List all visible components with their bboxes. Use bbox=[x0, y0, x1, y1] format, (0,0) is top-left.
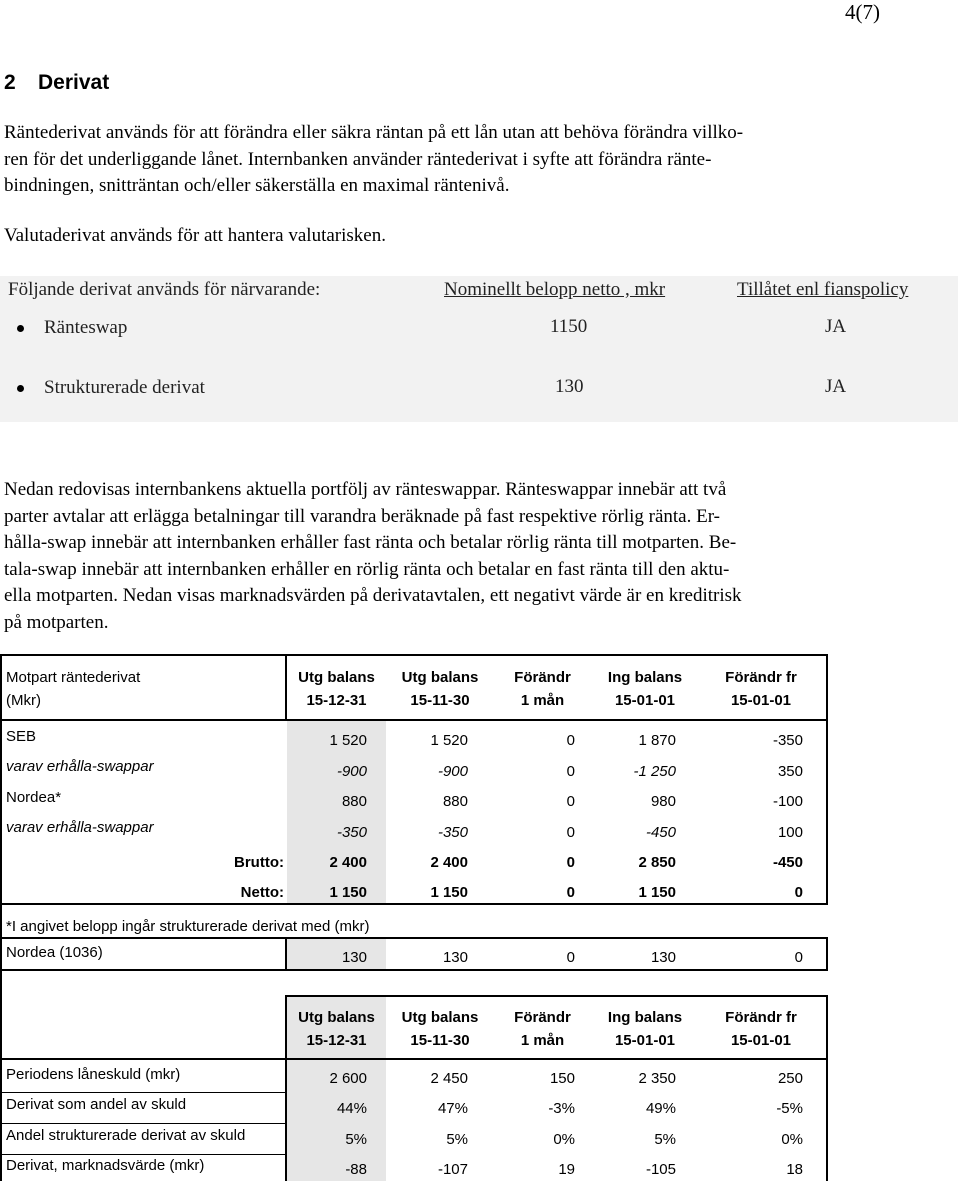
table-cell: 130 bbox=[341, 949, 367, 966]
currency-paragraph bbox=[4, 223, 954, 250]
table-header-label: Motpart räntederivat bbox=[6, 669, 141, 686]
table-border bbox=[285, 654, 287, 720]
column-header: 1 mån bbox=[520, 1032, 565, 1049]
nominal-amount-header: Nominellt belopp netto , mkr bbox=[444, 279, 666, 300]
total-cell: 2 850 bbox=[638, 854, 676, 871]
table-cell: 0 bbox=[566, 763, 575, 780]
column-header: Förändr bbox=[514, 1009, 571, 1026]
column-header: Utg balans bbox=[401, 669, 479, 686]
table-border bbox=[826, 937, 828, 971]
table-cell: -900 bbox=[336, 763, 367, 780]
swap-paragraph bbox=[4, 477, 954, 636]
table-cell: 0% bbox=[553, 1131, 575, 1148]
table-cell: 0 bbox=[566, 793, 575, 810]
table-cell: 5% bbox=[446, 1131, 468, 1148]
table-border bbox=[0, 969, 2, 1181]
paragraph-line: på motparten. bbox=[4, 611, 109, 633]
total-label: Netto: bbox=[240, 884, 284, 901]
column-header: 15-01-01 bbox=[730, 692, 792, 709]
table-cell: 130 bbox=[650, 949, 676, 966]
intro-paragraph bbox=[4, 120, 954, 200]
total-cell: 1 150 bbox=[638, 884, 676, 901]
column-header: Utg balans bbox=[298, 1009, 375, 1026]
table-border bbox=[0, 719, 828, 721]
table-cell: 47% bbox=[437, 1100, 468, 1117]
paragraph-line: bindningen, snitträntan och/eller säkerställa en maximal räntenivå. bbox=[4, 175, 510, 196]
section-number: 2 bbox=[4, 71, 16, 94]
table-footnote: *I angivet belopp ingår strukturerade derivat med (mkr) bbox=[6, 918, 370, 935]
table-border bbox=[826, 995, 828, 1181]
paragraph-line: Valutaderivat används för att hantera valutarisken. bbox=[4, 225, 386, 246]
table-cell: -100 bbox=[772, 793, 803, 810]
derivative-name: Strukturerade derivat bbox=[44, 377, 205, 398]
row-label: Nordea (1036) bbox=[6, 944, 103, 961]
row-label: SEB bbox=[6, 728, 37, 745]
table-cell: 100 bbox=[777, 824, 803, 841]
table-cell: 1 520 bbox=[430, 732, 468, 749]
table-border bbox=[0, 1058, 828, 1060]
table-cell: -350 bbox=[772, 732, 803, 749]
row-divider bbox=[0, 1154, 286, 1155]
table-cell: 2 350 bbox=[638, 1070, 676, 1087]
table-cell: 0 bbox=[566, 949, 575, 966]
table-border bbox=[0, 654, 2, 971]
table-cell: 5% bbox=[345, 1131, 367, 1148]
column-header: Utg balans bbox=[401, 1009, 479, 1026]
column-header: 15-12-31 bbox=[306, 692, 367, 709]
table-cell: 44% bbox=[336, 1100, 367, 1117]
table-cell: -107 bbox=[437, 1161, 468, 1178]
column-header: Ing balans bbox=[607, 669, 683, 686]
table-cell: 0% bbox=[781, 1131, 803, 1148]
table-cell: 350 bbox=[777, 763, 803, 780]
row-label: Nordea* bbox=[6, 789, 62, 806]
table-cell: 0 bbox=[566, 824, 575, 841]
paragraph-line: tala-swap innebär att internbanken erhåller en rörlig ränta och betalar en fast ränta till den aktu- bbox=[4, 558, 730, 580]
table-border bbox=[0, 903, 828, 905]
column-header: Förändr fr bbox=[725, 669, 797, 686]
table-border bbox=[0, 969, 828, 971]
table-cell: 5% bbox=[654, 1131, 676, 1148]
total-cell: 1 150 bbox=[329, 884, 367, 901]
bullet-icon bbox=[17, 385, 24, 392]
table-cell: 250 bbox=[777, 1070, 803, 1087]
row-label: Andel strukturerade derivat av skuld bbox=[6, 1127, 246, 1144]
table-cell: 130 bbox=[442, 949, 468, 966]
derivatives-intro: Följande derivat används för närvarande: bbox=[8, 279, 321, 300]
table-cell: -350 bbox=[336, 824, 367, 841]
derivative-amount: 1150 bbox=[550, 316, 588, 337]
paragraph-line: hålla-swap innebär att internbanken erhåller fast ränta och betalar rörlig ränta till motparten. Be- bbox=[4, 532, 737, 553]
column-header: 1 mån bbox=[520, 692, 565, 709]
table-cell: 880 bbox=[341, 793, 367, 810]
table-cell: -5% bbox=[776, 1100, 803, 1117]
table-cell: 49% bbox=[645, 1100, 676, 1117]
column-header: 15-11-30 bbox=[410, 1032, 470, 1049]
total-cell: 1 150 bbox=[430, 884, 468, 901]
paragraph-line: Nedan redovisas internbankens aktuella portfölj av ränteswappar. Ränteswappar innebär att två bbox=[4, 479, 727, 500]
column-header: 15-11-30 bbox=[410, 692, 470, 709]
paragraph-line: ella motparten. Nedan visas marknadsvärden på derivatavtalen, ett negativt värde är en kreditrisk bbox=[4, 585, 742, 606]
derivatives-list-box bbox=[0, 276, 958, 422]
row-label: Derivat, marknadsvärde (mkr) bbox=[6, 1157, 205, 1174]
paragraph-line: parter avtalar att erlägga betalningar till varandra beräknade på fast respektive rörlig ränta. Er- bbox=[4, 505, 720, 527]
bullet-icon bbox=[17, 325, 24, 332]
table-cell: -88 bbox=[345, 1161, 367, 1178]
table-cell: 980 bbox=[650, 793, 676, 810]
paragraph-line: ren för det underliggande lånet. Internbanken använder räntederivat i syfte att förändra ränte- bbox=[4, 148, 712, 170]
page-number: 4(7) bbox=[845, 0, 880, 24]
column-header: 15-01-01 bbox=[614, 692, 676, 709]
column-header: 15-01-01 bbox=[614, 1032, 676, 1049]
table-cell: -350 bbox=[437, 824, 468, 841]
table-cell: 880 bbox=[442, 793, 468, 810]
paragraph-line: Räntederivat används för att förändra eller säkra räntan på ett lån utan att behöva förändra villko- bbox=[4, 122, 744, 143]
table-header-label: (Mkr) bbox=[6, 692, 41, 709]
row-divider bbox=[0, 1092, 286, 1093]
total-cell: 2 400 bbox=[430, 854, 468, 871]
table-cell: -450 bbox=[645, 824, 676, 841]
total-cell: -450 bbox=[772, 854, 803, 871]
total-cell: 2 400 bbox=[329, 854, 367, 871]
section-title: Derivat bbox=[38, 71, 110, 94]
policy-allowed-header: Tillåtet enl fianspolicy bbox=[737, 279, 909, 300]
row-label: varav erhålla-swappar bbox=[6, 758, 154, 775]
section-heading bbox=[4, 71, 109, 95]
total-cell: 0 bbox=[566, 854, 575, 871]
total-label: Brutto: bbox=[234, 854, 284, 871]
table-cell: 2 450 bbox=[430, 1070, 468, 1087]
derivative-amount: 130 bbox=[555, 376, 584, 397]
table-border bbox=[0, 654, 828, 656]
table-cell: 0 bbox=[566, 732, 575, 749]
column-header: Utg balans bbox=[298, 669, 375, 686]
row-label: varav erhålla-swappar bbox=[6, 819, 154, 836]
total-cell: 0 bbox=[566, 884, 575, 901]
table-cell: -900 bbox=[437, 763, 468, 780]
table-cell: -105 bbox=[645, 1161, 676, 1178]
total-cell: 0 bbox=[794, 884, 803, 901]
column-header: Förändr fr bbox=[725, 1009, 797, 1026]
table-cell: 1 520 bbox=[329, 732, 367, 749]
table-border bbox=[0, 937, 828, 939]
row-divider bbox=[0, 1123, 286, 1124]
table-cell: 150 bbox=[549, 1070, 575, 1087]
derivative-allowed: JA bbox=[825, 316, 847, 337]
table-cell: 19 bbox=[558, 1161, 575, 1178]
column-header: 15-01-01 bbox=[730, 1032, 792, 1049]
row-label: Derivat som andel av skuld bbox=[6, 1096, 187, 1113]
derivative-allowed: JA bbox=[825, 376, 847, 397]
derivative-name: Ränteswap bbox=[44, 317, 128, 338]
row-label: Periodens låneskuld (mkr) bbox=[6, 1066, 181, 1083]
table-cell: 18 bbox=[786, 1161, 803, 1178]
table-cell: -3% bbox=[548, 1100, 575, 1117]
table-cell: 2 600 bbox=[329, 1070, 367, 1087]
column-header: Förändr bbox=[514, 669, 571, 686]
column-header: Ing balans bbox=[607, 1009, 683, 1026]
table-cell: -1 250 bbox=[633, 763, 676, 780]
table-cell: 0 bbox=[794, 949, 803, 966]
table-border bbox=[285, 995, 828, 997]
table-border bbox=[826, 654, 828, 904]
table-cell: 1 870 bbox=[638, 732, 676, 749]
column-header: 15-12-31 bbox=[306, 1032, 367, 1049]
